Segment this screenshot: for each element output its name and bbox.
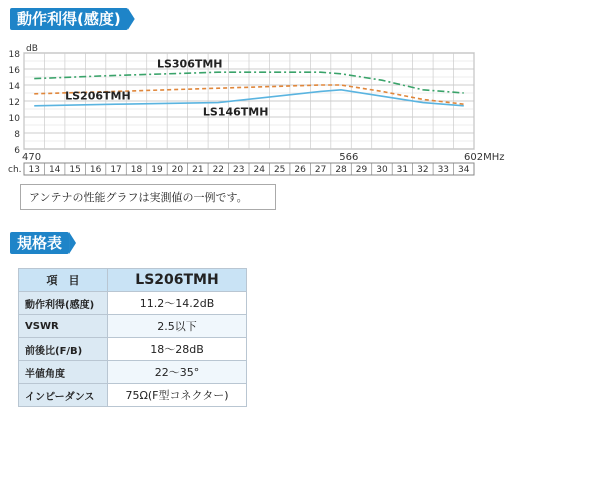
channel-tick-label: 21 [192, 165, 204, 175]
spec-table [18, 268, 247, 407]
frequency-label: 470 [22, 152, 42, 163]
chart-note: アンテナの性能グラフは実測値の一例です。 [20, 184, 276, 210]
channel-tick-label: 25 [273, 165, 286, 175]
channel-tick-label: 20 [171, 165, 184, 175]
spec-value: 75Ω(F型コネクター) [108, 384, 247, 407]
gain-chart [0, 40, 600, 180]
table-row [19, 292, 247, 315]
channel-tick-label: 26 [294, 165, 306, 175]
channel-tick-label: 24 [253, 165, 265, 175]
y-tick-label: 18 [8, 50, 20, 60]
y-tick-label: 16 [8, 66, 20, 76]
y-tick-label: 8 [14, 130, 20, 140]
channel-tick-label: 16 [89, 165, 102, 175]
spec-label: 前後比(F/B) [19, 338, 108, 361]
table-row [19, 315, 247, 338]
spec-header-model: LS206TMH [108, 269, 247, 292]
table-row [19, 384, 247, 407]
channel-tick-label: 13 [28, 165, 40, 175]
y-tick-label: 6 [14, 146, 20, 156]
channel-tick-label: 28 [335, 165, 347, 175]
channel-tick-label: 33 [437, 165, 450, 175]
series-label: LS306TMH [156, 57, 223, 71]
channel-tick-label: 22 [212, 165, 225, 175]
channel-tick-label: 30 [376, 165, 388, 175]
channel-tick-label: 27 [314, 165, 327, 175]
channel-tick-label: 29 [355, 165, 368, 175]
channel-tick-label: 17 [110, 165, 122, 175]
frequency-label: 566 [339, 152, 359, 163]
gain-section-title: 動作利得(感度) [10, 8, 128, 30]
spec-value: 2.5以下 [108, 315, 247, 338]
channel-tick-label: 34 [458, 165, 470, 175]
y-tick-label: 10 [8, 114, 20, 124]
spec-label: 動作利得(感度) [19, 292, 108, 315]
y-axis-label: dB [26, 44, 38, 54]
channel-tick-label: 19 [151, 165, 163, 175]
frequency-label: 602MHz [464, 152, 505, 163]
channel-tick-label: 31 [396, 165, 409, 175]
spec-label: VSWR [19, 315, 108, 338]
spec-header-label: 項 目 [19, 269, 108, 292]
spec-label: 半値角度 [19, 361, 108, 384]
series-label: LS146TMH [202, 105, 269, 119]
y-tick-label: 12 [8, 98, 20, 108]
y-tick-label: 14 [8, 82, 20, 92]
channel-label: ch. [8, 165, 22, 175]
channel-tick-label: 32 [417, 165, 429, 175]
series-label: LS206TMH [65, 89, 131, 103]
channel-tick-label: 14 [48, 165, 61, 175]
table-row [19, 361, 247, 384]
table-row [19, 338, 247, 361]
spec-value: 22〜35° [108, 361, 247, 384]
channel-tick-label: 18 [130, 165, 143, 175]
channel-tick-label: 23 [233, 165, 245, 175]
channel-tick-label: 15 [69, 165, 81, 175]
spec-value: 11.2〜14.2dB [108, 292, 247, 315]
spec-label: インピーダンス [19, 384, 108, 407]
spec-value: 18〜28dB [108, 338, 247, 361]
spec-table-header [19, 269, 247, 292]
spec-section-title: 規格表 [10, 232, 69, 254]
